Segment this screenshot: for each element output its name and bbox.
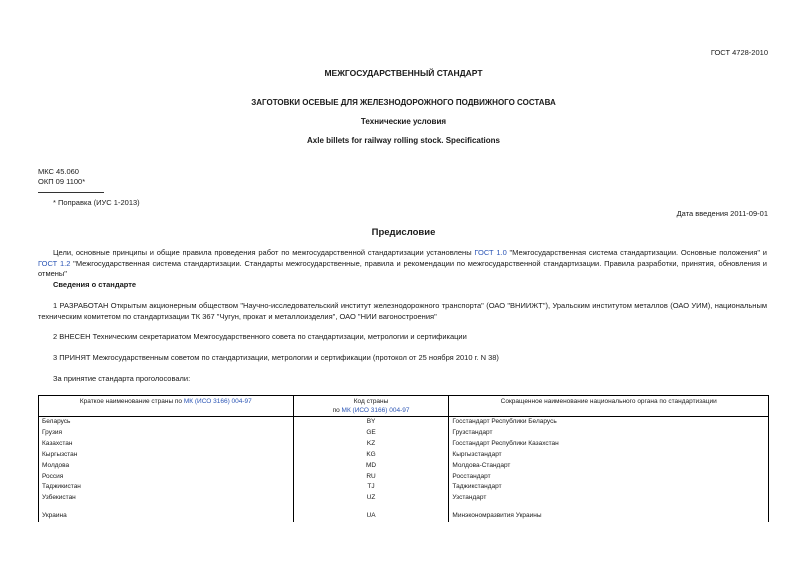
standard-type: МЕЖГОСУДАРСТВЕННЫЙ СТАНДАРТ	[324, 68, 483, 78]
voting-states-table	[38, 395, 769, 522]
country-name: Таджикистан	[39, 482, 294, 493]
country-code: KG	[293, 450, 449, 461]
about-heading: Сведения о стандарте	[53, 280, 137, 289]
okp-code: ОКП 09 1100*	[38, 177, 86, 186]
col-body-header: Сокращенное наименование национального органа по стандартизации	[449, 396, 769, 417]
standards-body: Минэкономразвития Украины	[449, 511, 769, 522]
table-row	[39, 511, 769, 522]
gost-1-0-link[interactable]: ГОСТ 1.0	[474, 248, 507, 257]
country-code: UA	[293, 511, 449, 522]
table-row	[39, 482, 769, 493]
document-subtitle: Технические условия	[360, 117, 447, 126]
country-name: Узбекистан	[39, 493, 294, 504]
foreword-paragraph	[38, 248, 767, 280]
foreword-text-3: "Межгосударственная система стандартизации. Стандарты межгосударственные, правила и рекомендации по межгосударственной стандартизации. Правила разработки, принятия, обновления и отмены"	[38, 258, 767, 278]
mks-code: МКС 45.060	[38, 167, 79, 176]
country-name: Молдова	[39, 461, 294, 472]
document-title: ЗАГОТОВКИ ОСЕВЫЕ ДЛЯ ЖЕЛЕЗНОДОРОЖНОГО ПОДВИЖНОГО СОСТАВА	[251, 98, 556, 107]
country-code: TJ	[293, 482, 449, 493]
table-row	[39, 428, 769, 439]
about-item-2: 2 ВНЕСЕН Техническим секретариатом Межгосударственного совета по стандартизации, метрологии и сертификации	[53, 332, 467, 341]
table-row	[39, 439, 769, 450]
footnote-divider	[38, 192, 104, 193]
foreword-text-1: Цели, основные принципы и общие правила проведения работ по межгосударственной стандартизации установлены	[53, 248, 475, 257]
voted-label: За принятие стандарта проголосовали:	[53, 374, 191, 383]
standards-body: Госстандарт Республики Казахстан	[449, 439, 769, 450]
country-name: Украина	[39, 511, 294, 522]
foreword-heading: Предисловие	[371, 227, 436, 238]
standards-body: Грузстандарт	[449, 428, 769, 439]
about-item-3: 3 ПРИНЯТ Межгосударственным советом по стандартизации, метрологии и сертификации (протокол от 25 ноября 2010 г. N 38)	[53, 353, 499, 362]
standards-body: Кыргызстандарт	[449, 450, 769, 461]
footnote: * Поправка (ИУС 1-2013)	[53, 198, 140, 207]
country-name: Казахстан	[39, 439, 294, 450]
country-code: UZ	[293, 493, 449, 504]
table-row	[39, 461, 769, 472]
english-title: Axle billets for railway rolling stock. Specifications	[307, 136, 500, 145]
country-name: Кыргызстан	[39, 450, 294, 461]
table-row	[39, 493, 769, 504]
country-name: Россия	[39, 472, 294, 483]
table-spacer-row	[39, 504, 769, 511]
standards-body: Таджикстандарт	[449, 482, 769, 493]
standards-body: Госстандарт Республики Беларусь	[449, 417, 769, 428]
country-code: RU	[293, 472, 449, 483]
col-code-header: Код страны по МК (ИСО 3166) 004-97	[293, 396, 449, 417]
col-country-header: Краткое наименование страны по МК (ИСО 3166) 004-97	[39, 396, 294, 417]
table-row	[39, 472, 769, 483]
doc-code: ГОСТ 4728-2010	[710, 48, 768, 57]
country-name: Грузия	[39, 428, 294, 439]
table-row	[39, 450, 769, 461]
table-header-row	[39, 396, 769, 417]
mk-iso-link[interactable]: МК (ИСО 3166) 004-97	[183, 398, 252, 405]
country-code: BY	[293, 417, 449, 428]
mk-iso-link[interactable]: МК (ИСО 3166) 004-97	[341, 407, 410, 414]
foreword-text-2: "Межгосударственная система стандартизации. Основные положения" и	[506, 248, 767, 257]
about-item-1: 1 РАЗРАБОТАН Открытым акционерным обществом "Научно-исследовательский институт железнодорожного транспорта" (ОАО "ВНИИЖТ"), Уральским институтом металлов (ОАО УИМ), национальным техническим комитетом по стандартизации ТК 367 "Чугун, прокат и металлоизделия", ОАО "НИИ вагоностроения"	[38, 301, 767, 321]
standards-body: Узстандарт	[449, 493, 769, 504]
intro-date: Дата введения 2011-09-01	[676, 209, 768, 218]
country-code: MD	[293, 461, 449, 472]
standards-body: Росстандарт	[449, 472, 769, 483]
gost-1-2-link[interactable]: ГОСТ 1.2	[38, 258, 71, 268]
country-code: GE	[293, 428, 449, 439]
country-code: KZ	[293, 439, 449, 450]
table-row	[39, 417, 769, 428]
country-name: Беларусь	[39, 417, 294, 428]
standards-body: Молдова-Стандарт	[449, 461, 769, 472]
